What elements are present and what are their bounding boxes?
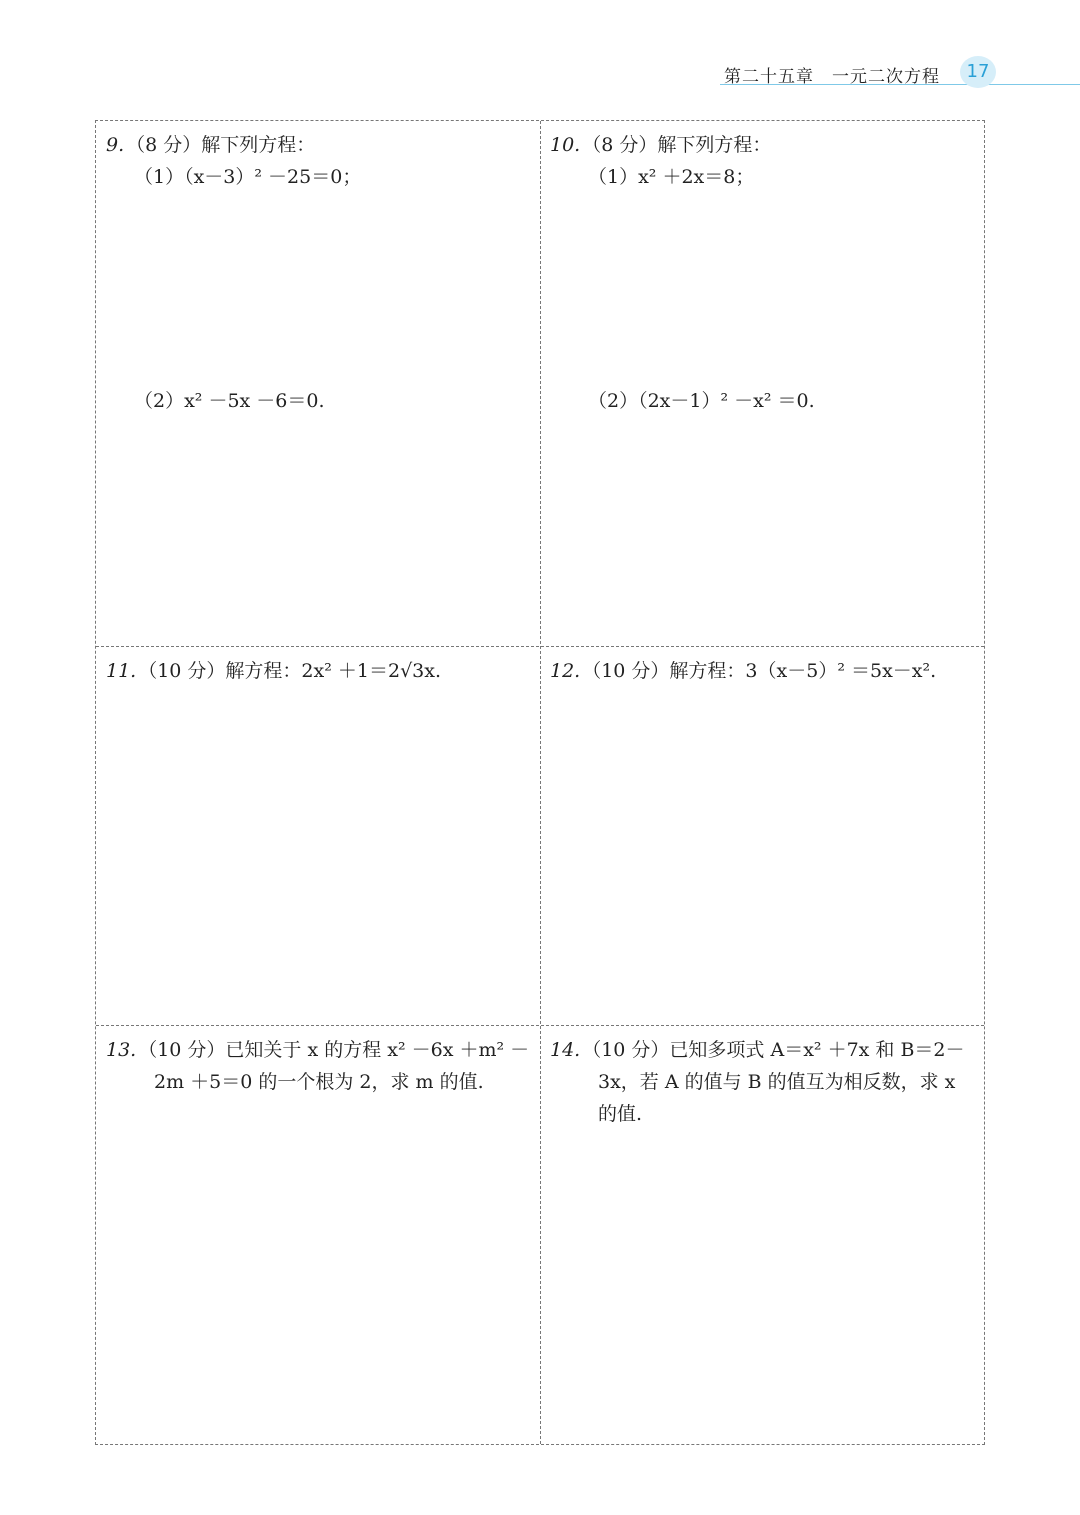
- problem-9-part-1: （1）（x－3）² －25＝0；: [134, 166, 362, 188]
- problem-10-part-1: （1）x² ＋2x＝8；: [588, 166, 755, 188]
- problem-13-number: 13.: [106, 1039, 137, 1061]
- problem-10-part-2: （2）（2x－1）² －x² ＝0.: [588, 390, 815, 412]
- problem-12-number: 12.: [550, 660, 581, 682]
- problem-14-line-2: 3x，若 A 的值与 B 的值互为相反数，求 x: [598, 1071, 956, 1093]
- problem-14-line-3: 的值.: [598, 1103, 643, 1125]
- problem-13-line-1: （10 分）已知关于 x 的方程 x² －6x ＋m² －: [138, 1039, 530, 1061]
- problem-13-line-2: 2m ＋5＝0 的一个根为 2，求 m 的值.: [154, 1071, 484, 1093]
- problem-11-cell: [96, 647, 540, 1025]
- chapter-title: 第二十五章 一元二次方程: [724, 67, 940, 87]
- problem-9-cell: [96, 121, 540, 646]
- header-divider: [720, 84, 1080, 85]
- problem-10-number: 10.: [550, 134, 581, 156]
- problem-9-number: 9.: [106, 134, 125, 156]
- answer-grid: [95, 120, 985, 1445]
- problem-14-line-1: （10 分）已知多项式 A＝x² ＋7x 和 B＝2－: [582, 1039, 965, 1061]
- page-header: [720, 54, 1080, 94]
- problem-12-text: （10 分）解方程：3（x－5）² ＝5x－x².: [582, 660, 937, 682]
- problem-11-number: 11.: [106, 660, 137, 682]
- problem-9-text: （8 分）解下列方程：: [126, 134, 316, 156]
- problem-11-text: （10 分）解方程：2x² ＋1＝2√3x.: [138, 660, 442, 682]
- page-number: 17: [960, 56, 996, 88]
- problem-9-part-2: （2）x² －5x －6＝0.: [134, 390, 325, 412]
- problem-13-cell: [96, 1026, 540, 1444]
- problem-10-cell: [540, 121, 984, 646]
- problem-14-number: 14.: [550, 1039, 581, 1061]
- problem-12-cell: [540, 647, 984, 1025]
- problem-14-cell: [540, 1026, 984, 1444]
- problem-10-text: （8 分）解下列方程：: [582, 134, 772, 156]
